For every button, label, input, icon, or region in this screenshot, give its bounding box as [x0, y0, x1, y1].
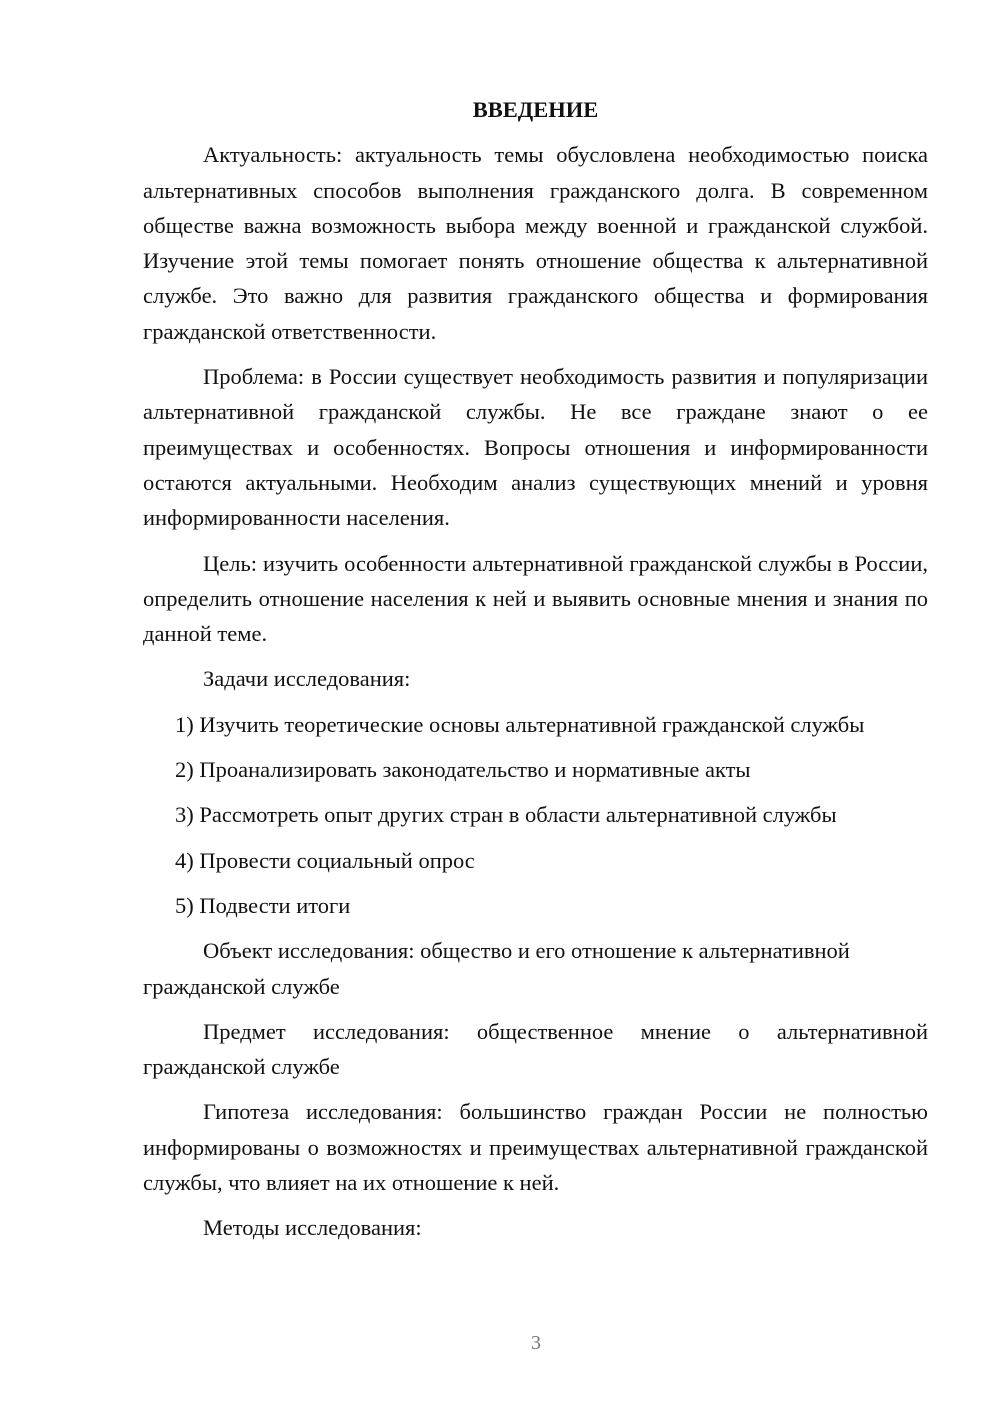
task-item-1: 1) Изучить теоретические основы альтернативной гражданской службы [175, 711, 865, 737]
paragraph-tasks-intro: Задачи исследования: [203, 666, 411, 692]
paragraph-relevance: Актуальность: актуальность темы обусловлена необходимостью поиска альтернативных способов выполнения гражданского долга. В современном обществе важна возможность выбора между военной и гражданской службой. Изучение этой темы помогает понять отношение общества к альтернативной службе. Это важно для развития гражданского общества и формирования гражданской ответственности. [143, 142, 928, 344]
paragraph-subject: Предмет исследования: общественное мнение о альтернативной гражданской службе [143, 1018, 928, 1080]
paragraph-object: Объект исследования: общество и его отношение к альтернативной гражданской службе [143, 938, 850, 999]
paragraph-methods-intro: Методы исследования: [203, 1215, 422, 1241]
page-number: 3 [531, 1332, 541, 1354]
paragraph-goal: Цель: изучить особенности альтернативной гражданской службы в России, определить отношение населения к ней и выявить основные мнения и знания по данной теме. [143, 550, 928, 647]
paragraph-hypothesis: Гипотеза исследования: большинство граждан России не полностью информированы о возможностях и преимуществах альтернативной гражданской службы, что влияет на их отношение к ней. [143, 1099, 928, 1196]
task-item-5: 5) Подвести итоги [175, 892, 351, 918]
task-item-4: 4) Провести социальный опрос [175, 847, 475, 873]
page-content [143, 92, 928, 1256]
task-item-2: 2) Проанализировать законодательство и нормативные акты [175, 757, 751, 783]
section-heading: ВВЕДЕНИЕ [472, 97, 599, 122]
paragraph-problem: Проблема: в России существует необходимость развития и популяризации альтернативной гражданской службы. Не все граждане знают о ее преимуществах и особенностях. Вопросы отношения и информированности остаются актуальными. Необходим анализ существующих мнений и уровня информированности населения. [143, 364, 928, 531]
task-item-3: 3) Рассмотреть опыт других стран в области альтернативной службы [175, 802, 837, 828]
